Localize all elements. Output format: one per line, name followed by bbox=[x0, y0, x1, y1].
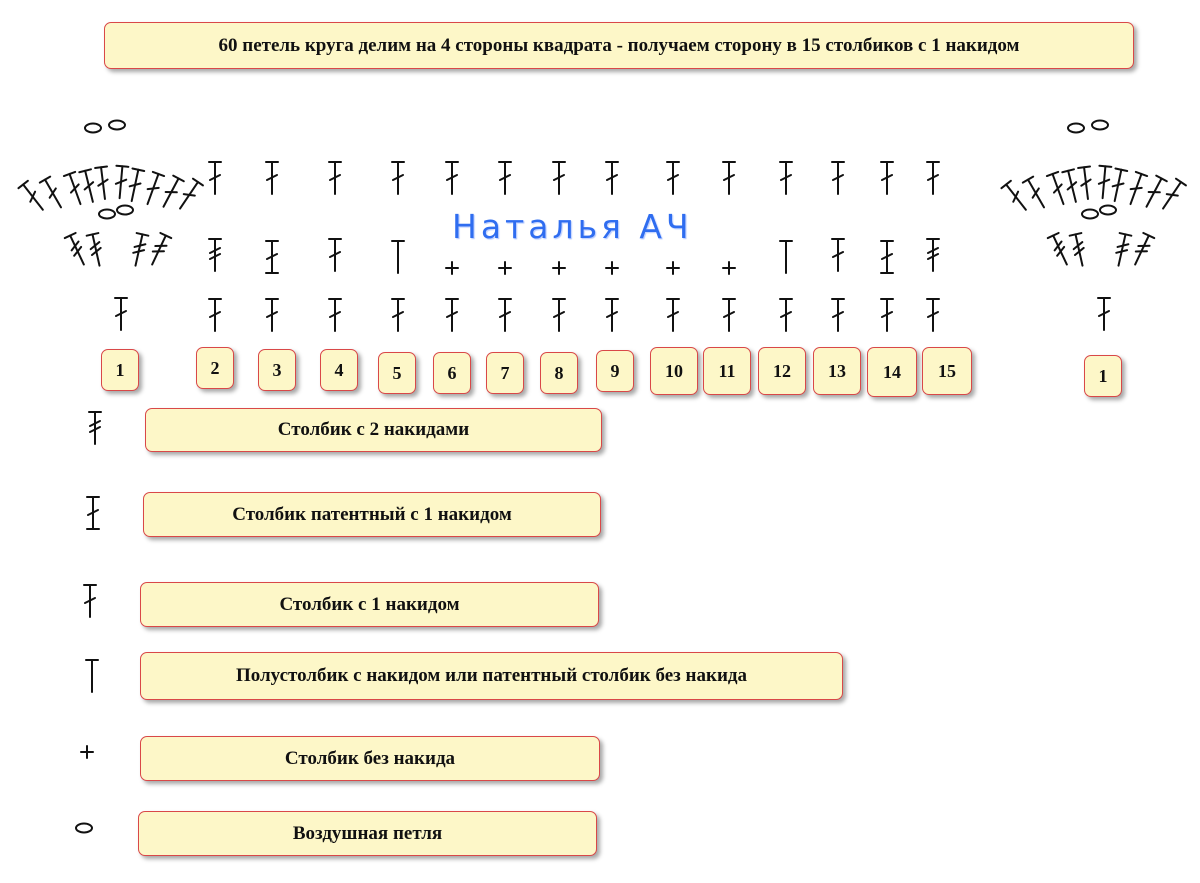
legend-box-single-crochet bbox=[140, 582, 599, 627]
single-crochet-icon bbox=[1141, 176, 1167, 210]
column-number-text: 11 bbox=[718, 360, 736, 381]
post-crochet-icon bbox=[266, 241, 278, 273]
column-number-text: 2 bbox=[210, 357, 220, 378]
single-crochet-icon bbox=[79, 169, 98, 203]
single-crochet-icon bbox=[266, 299, 278, 331]
single-crochet-icon bbox=[723, 162, 735, 194]
column-number-text: 14 bbox=[883, 361, 901, 382]
single-crochet-icon bbox=[446, 299, 458, 331]
column-number-text: 10 bbox=[665, 360, 683, 381]
column-number-text: 12 bbox=[773, 360, 791, 381]
column-number-box-8 bbox=[540, 352, 578, 394]
column-number-box-10 bbox=[650, 347, 698, 395]
single-crochet-icon bbox=[881, 162, 893, 194]
plus-icon bbox=[499, 262, 511, 274]
single-crochet-icon bbox=[1001, 181, 1030, 214]
single-crochet-icon bbox=[927, 299, 939, 331]
legend-box-half-crochet bbox=[140, 652, 843, 700]
single-crochet-icon bbox=[1125, 172, 1147, 206]
legend-label-oval: Воздушная петля bbox=[292, 822, 443, 844]
column-number-text: 13 bbox=[828, 360, 846, 381]
plus-icon bbox=[606, 262, 618, 274]
single-crochet-icon bbox=[1023, 177, 1049, 211]
double-crochet-icon bbox=[927, 239, 939, 271]
single-crochet-icon bbox=[266, 162, 278, 194]
single-crochet-icon bbox=[832, 239, 844, 271]
column-number-box-9 bbox=[596, 350, 634, 392]
plus-icon bbox=[723, 262, 735, 274]
double-crochet-icon bbox=[147, 233, 171, 267]
single-crochet-icon bbox=[1047, 172, 1069, 206]
legend-box-double-crochet bbox=[145, 408, 602, 452]
double-crochet-icon bbox=[87, 233, 106, 267]
single-crochet-icon bbox=[553, 162, 565, 194]
double-crochet-icon bbox=[1130, 233, 1154, 267]
single-crochet-icon bbox=[446, 162, 458, 194]
legend-box-oval bbox=[138, 811, 597, 856]
single-crochet-icon bbox=[881, 299, 893, 331]
title-banner bbox=[104, 22, 1134, 69]
single-crochet-icon bbox=[1097, 166, 1112, 199]
single-crochet-icon bbox=[209, 299, 221, 331]
column-number-box-13 bbox=[813, 347, 861, 395]
legend-box-post-crochet bbox=[143, 492, 601, 537]
single-crochet-icon bbox=[126, 169, 144, 203]
double-crochet-icon bbox=[65, 233, 89, 267]
double-crochet-icon bbox=[1070, 233, 1089, 267]
single-crochet-icon bbox=[40, 177, 66, 211]
column-number-text: 15 bbox=[938, 360, 956, 381]
corner-number-text: 1 bbox=[1098, 365, 1108, 386]
column-number-box-3 bbox=[258, 349, 296, 391]
single-crochet-icon bbox=[723, 299, 735, 331]
single-crochet-icon bbox=[780, 162, 792, 194]
post-crochet-icon bbox=[87, 497, 99, 529]
single-crochet-icon bbox=[64, 172, 86, 206]
single-crochet-icon bbox=[1078, 167, 1094, 200]
single-crochet-icon bbox=[927, 162, 939, 194]
single-crochet-icon bbox=[780, 299, 792, 331]
double-crochet-icon bbox=[1048, 233, 1072, 267]
column-number-box-14 bbox=[867, 347, 917, 397]
legend-label-post-crochet: Столбик патентный с 1 накидом bbox=[232, 503, 512, 525]
single-crochet-icon bbox=[329, 239, 341, 271]
single-crochet-icon bbox=[832, 162, 844, 194]
column-number-box-15 bbox=[922, 347, 972, 395]
oval-icon bbox=[109, 121, 125, 130]
column-number-text: 1 bbox=[115, 359, 125, 380]
single-crochet-icon bbox=[499, 162, 511, 194]
single-crochet-icon bbox=[84, 585, 96, 617]
title-text: 60 петель круга делим на 4 стороны квадрата - получаем сторону в 15 столбиков с 1 накидом bbox=[218, 34, 1020, 56]
single-crochet-icon bbox=[499, 299, 511, 331]
oval-icon bbox=[1100, 206, 1116, 215]
single-crochet-icon bbox=[209, 162, 221, 194]
single-crochet-icon bbox=[1062, 169, 1081, 203]
single-crochet-icon bbox=[392, 299, 404, 331]
column-number-box-7 bbox=[486, 352, 524, 394]
column-number-box-12 bbox=[758, 347, 806, 395]
column-number-text: 7 bbox=[500, 362, 510, 383]
legend-label-double-crochet: Столбик с 2 накидами bbox=[277, 419, 470, 440]
single-crochet-icon bbox=[1098, 298, 1110, 330]
single-crochet-icon bbox=[114, 166, 129, 199]
single-crochet-icon bbox=[95, 167, 111, 200]
plus-icon bbox=[446, 262, 458, 274]
legend-box-plus bbox=[140, 736, 600, 781]
single-crochet-icon bbox=[1109, 169, 1127, 203]
legend-label-half-crochet: Полустолбик с накидом или патентный столбик без накида bbox=[235, 665, 747, 686]
oval-icon bbox=[117, 206, 133, 215]
half-crochet-icon bbox=[392, 241, 404, 273]
single-crochet-icon bbox=[392, 162, 404, 194]
column-number-box-11 bbox=[703, 347, 751, 395]
column-number-text: 8 bbox=[554, 362, 564, 383]
single-crochet-icon bbox=[175, 179, 203, 212]
column-number-text: 5 bbox=[392, 362, 402, 383]
legend-label-single-crochet: Столбик с 1 накидом bbox=[279, 593, 460, 615]
single-crochet-icon bbox=[606, 162, 618, 194]
single-crochet-icon bbox=[329, 162, 341, 194]
single-crochet-icon bbox=[606, 299, 618, 331]
oval-icon bbox=[85, 124, 101, 133]
single-crochet-icon bbox=[329, 299, 341, 331]
half-crochet-icon bbox=[780, 241, 792, 273]
single-crochet-icon bbox=[142, 172, 164, 206]
column-number-box-6 bbox=[433, 352, 471, 394]
double-crochet-icon bbox=[209, 239, 221, 271]
column-number-text: 6 bbox=[447, 362, 457, 383]
single-crochet-icon bbox=[1158, 179, 1186, 212]
oval-icon bbox=[1092, 121, 1108, 130]
single-crochet-icon bbox=[667, 299, 679, 331]
oval-icon bbox=[76, 824, 92, 833]
plus-icon bbox=[553, 262, 565, 274]
oval-icon bbox=[99, 210, 115, 219]
single-crochet-icon bbox=[553, 299, 565, 331]
single-crochet-icon bbox=[158, 176, 184, 210]
double-crochet-icon bbox=[130, 233, 149, 267]
oval-icon bbox=[1068, 124, 1084, 133]
single-crochet-icon bbox=[115, 298, 127, 330]
single-crochet-icon bbox=[667, 162, 679, 194]
column-number-box-4 bbox=[320, 349, 358, 391]
column-number-box-1 bbox=[101, 349, 139, 391]
column-number-box-2 bbox=[196, 347, 234, 389]
half-crochet-icon bbox=[86, 660, 98, 692]
plus-icon bbox=[667, 262, 679, 274]
column-number-text: 4 bbox=[334, 359, 344, 380]
double-crochet-icon bbox=[1113, 233, 1132, 267]
watermark-text: Наталья АЧ bbox=[452, 207, 693, 246]
column-number-box-5 bbox=[378, 352, 416, 394]
column-number-text: 9 bbox=[610, 360, 620, 381]
column-number-text: 3 bbox=[272, 359, 282, 380]
legend-label-plus: Столбик без накида bbox=[284, 747, 456, 769]
corner-number-box bbox=[1084, 355, 1122, 397]
post-crochet-icon bbox=[881, 241, 893, 273]
single-crochet-icon bbox=[832, 299, 844, 331]
oval-icon bbox=[1082, 210, 1098, 219]
plus-icon bbox=[81, 746, 93, 758]
double-crochet-icon bbox=[89, 412, 101, 444]
single-crochet-icon bbox=[18, 181, 47, 214]
